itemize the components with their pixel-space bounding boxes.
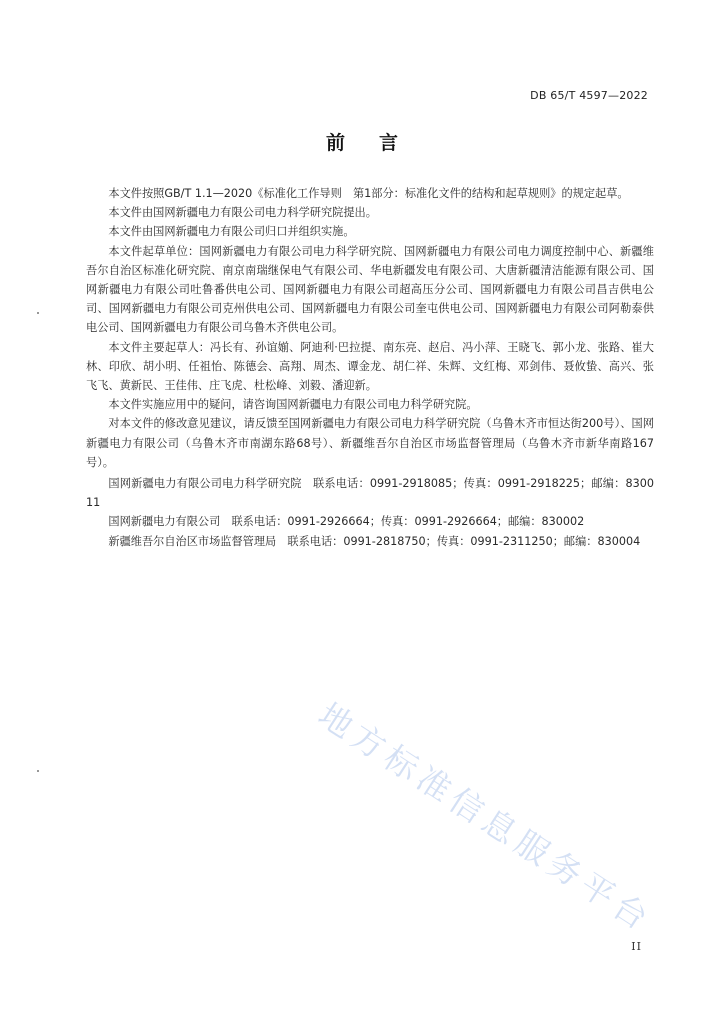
contact-research-institute: 国网新疆电力有限公司电力科学研究院 联系电话：0991-2918085；传真：0991-2918225；邮编：830011 [86, 477, 654, 510]
contact-market-regulation: 新疆维吾尔自治区市场监督管理局 联系电话：0991-2818750；传真：0991-2311250；邮编：830004 [108, 534, 641, 548]
margin-mark [37, 770, 39, 772]
page-number: II [631, 940, 642, 953]
contact-grid-company: 国网新疆电力有限公司 联系电话：0991-2926664；传真：0991-2926664；邮编：830002 [108, 515, 585, 529]
watermark: 地方标准信息服务平台 [311, 695, 660, 941]
paragraph-administrator: 本文件由国网新疆电力有限公司归口并组织实施。 [108, 225, 355, 239]
foreword-body [86, 184, 654, 551]
document-code: DB 65/T 4597—2022 [530, 89, 648, 102]
margin-mark [37, 312, 39, 314]
paragraph-drafting-units: 本文件起草单位：国网新疆电力有限公司电力科学研究院、国网新疆电力有限公司电力调度控制中心、新疆维吾尔自治区标准化研究院、南京南瑞继保电气有限公司、华电新疆发电有限公司、大唐新疆清洁能源有限公司、国网新疆电力有限公司吐鲁番供电公司、国网新疆电力有限公司超高压分公司、国网新疆电力有限公司昌吉供电公司、国网新疆电力有限公司克州供电公司、国网新疆电力有限公司奎屯供电公司、国网新疆电力有限公司阿勒泰供电公司、国网新疆电力有限公司乌鲁木齐供电公司。 [86, 244, 654, 335]
paragraph-feedback: 对本文件的修改意见建议，请反馈至国网新疆电力有限公司电力科学研究院（乌鲁木齐市恒达街200号）、国网新疆电力有限公司（乌鲁木齐市南湖东路68号）、新疆维吾尔自治区市场监督管理局（乌鲁木齐市新华南路167号）。 [86, 417, 654, 469]
paragraph-inquiries: 本文件实施应用中的疑问，请咨询国网新疆电力有限公司电力科学研究院。 [108, 398, 478, 412]
paragraph-drafters: 本文件主要起草人：冯长有、孙谊媊、阿迪利·巴拉提、南东亮、赵启、冯小萍、王晓飞、郭小龙、张路、崔大林、印欣、胡小明、任祖怡、陈德会、高翔、周杰、谭金龙、胡仁祥、朱辉、文红梅、邓剑伟、聂攸蛰、高兴、张飞飞、黄新民、王佳伟、庄飞虎、杜松峰、刘毅、潘迎新。 [86, 340, 654, 393]
page-title: 前言 [325, 132, 432, 154]
paragraph-proposer: 本文件由国网新疆电力有限公司电力科学研究院提出。 [108, 206, 377, 220]
paragraph-drafting-rules: 本文件按照GB/T 1.1—2020《标准化工作导则 第1部分：标准化文件的结构和起草规则》的规定起草。 [108, 187, 629, 200]
